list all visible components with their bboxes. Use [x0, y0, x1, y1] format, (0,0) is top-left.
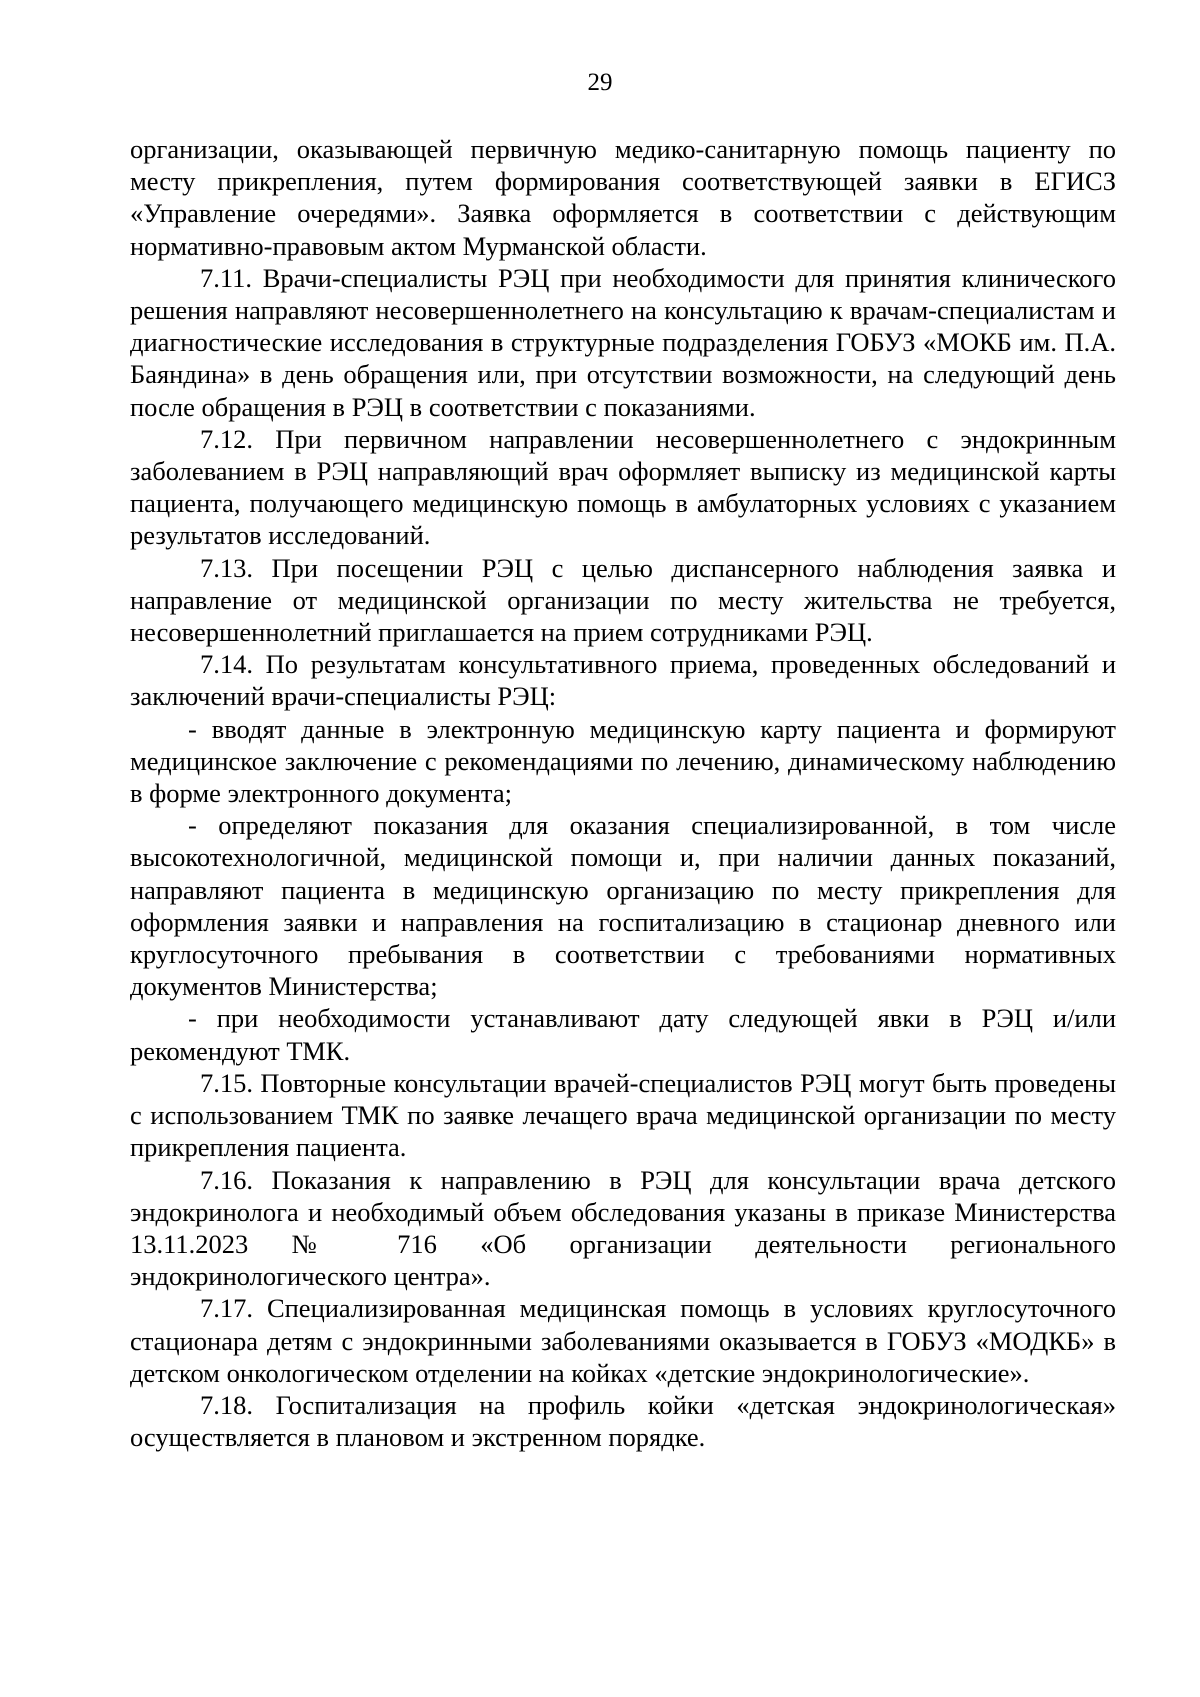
paragraph-7-16: 7.16. Показания к направлению в РЭЦ для консультации врача детского эндокринолога и необходимый объем обследования указаны в приказе Министерства 13.11.2023 № 716 «Об организации деятельности регионального эндокринологического центра». [130, 1164, 1116, 1292]
paragraph-7-17: 7.17. Специализированная медицинская помощь в условиях круглосуточного стационара детям с эндокринными заболеваниями оказывается в ГОБУЗ «МОДКБ» в детском онкологическом отделении на койках «детские эндокринологические». [130, 1293, 1116, 1388]
paragraph-7-13: 7.13. При посещении РЭЦ с целью диспансерного наблюдения заявка и направление от медицинской организации по месту жительства не требуется, несовершеннолетний приглашается на прием сотрудниками РЭЦ. [130, 552, 1116, 648]
paragraph-7-12: 7.12. При первичном направлении несовершеннолетнего с эндокринным заболеванием в РЭЦ направляющий врач оформляет выписку из медицинской карты пациента, получающего медицинскую помощь в амбулаторных условиях с указанием результатов исследований. [130, 423, 1116, 551]
page-number: 29 [587, 69, 613, 96]
list-item-specialized-care: - определяют показания для оказания специализированной, в том числе высокотехнологичной, медицинской помощи и, при наличии данных показаний, направляют пациента в медицинскую организацию по месту прикрепления для оформления заявки и направления на госпитализацию в стационар дневного или круглосуточного пребывания в соответствии с требованиями нормативных документов Министерства; [130, 810, 1116, 1002]
paragraph-7-11: 7.11. Врачи-специалисты РЭЦ при необходимости для принятия клинического решения направляют несовершеннолетнего на консультацию к врачам-специалистам и диагностические исследования в структурные подразделения ГОБУЗ «МОКБ им. П.А. Баяндина» в день обращения или, при отсутствии возможности, на следующий день после обращения в РЭЦ в соответствии с показаниями. [130, 262, 1116, 422]
paragraph-7-15: 7.15. Повторные консультации врачей-специалистов РЭЦ могут быть проведены с использованием ТМК по заявке лечащего врача медицинской организации по месту прикрепления пациента. [130, 1067, 1116, 1163]
list-item-next-visit: - при необходимости устанавливают дату следующей явки в РЭЦ и/или рекомендуют ТМК. [130, 1003, 1116, 1066]
document-body [130, 133, 1116, 1453]
paragraph-7-14: 7.14. По результатам консультативного приема, проведенных обследований и заключений врачи-специалисты РЭЦ: [130, 649, 1116, 712]
paragraph-7-18: 7.18. Госпитализация на профиль койки «детская эндокринологическая» осуществляется в плановом и экстренном порядке. [130, 1389, 1116, 1453]
paragraph-continuation: организации, оказывающей первичную медико-санитарную помощь пациенту по месту прикрепления, путем формирования соответствующей заявки в ЕГИСЗ «Управление очередями». Заявка оформляется в соответствии с действующим нормативно-правовым актом Мурманской области. [130, 134, 1116, 261]
list-item-electronic-record: - вводят данные в электронную медицинскую карту пациента и формируют медицинское заключение с рекомендациями по лечению, динамическому наблюдению в форме электронного документа; [130, 713, 1116, 809]
